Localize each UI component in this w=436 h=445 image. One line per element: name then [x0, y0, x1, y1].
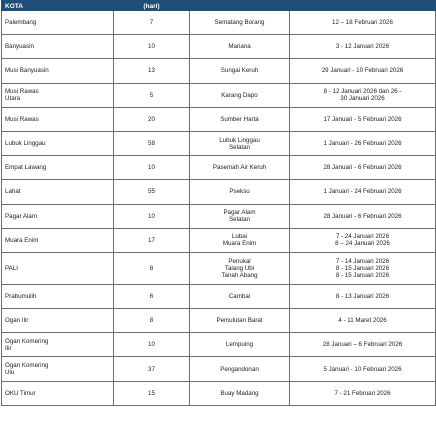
cell-tanggal [290, 11, 436, 35]
cell-lokasi-line: Pemulutan Barat [216, 317, 263, 325]
cell-kota-line: Musi Banyuasin [5, 67, 49, 75]
cell-kota [2, 333, 114, 357]
cell-lokasi-line: Pengandonan [220, 365, 259, 373]
table-row [2, 357, 436, 381]
cell-lokasi [190, 333, 290, 357]
cell-lokasi-line: Pseksu [229, 188, 250, 196]
cell-hari: 8 [114, 309, 190, 333]
cell-kota-line: Ilir [5, 344, 12, 352]
cell-lokasi [190, 11, 290, 35]
cell-hari: 13 [114, 59, 190, 83]
cell-kota [2, 204, 114, 228]
cell-kota-line: PALI [5, 264, 18, 272]
cell-hari: 10 [114, 156, 190, 180]
table-row [2, 107, 436, 131]
cell-tanggal-line: 8 - 15 Januari 2026 [335, 264, 390, 272]
cell-kota [2, 357, 114, 381]
cell-lokasi [190, 284, 290, 308]
cell-kota [2, 228, 114, 252]
cell-kota-line: Lubuk Linggau [5, 140, 46, 148]
cell-tanggal-line: 4 - 11 Maret 2026 [338, 317, 387, 325]
cell-lokasi-line: Karang Dapo [221, 91, 258, 99]
cell-tanggal-line: 7 - 24 Januari 2026 [335, 233, 390, 241]
cell-lokasi-line: Cambai [228, 292, 251, 300]
table-header [2, 1, 436, 11]
cell-tanggal-line: 8 - 12 Januari 2026 dan 26 - [323, 88, 402, 96]
table-row [2, 333, 436, 357]
schedule-table [1, 0, 436, 406]
cell-lokasi-line: Muara Enim [222, 240, 257, 248]
cell-tanggal-line: 7 - 14 Januari 2026 [335, 257, 390, 265]
cell-tanggal [290, 252, 436, 284]
cell-lokasi [190, 131, 290, 155]
cell-lokasi [190, 252, 290, 284]
cell-tanggal-line: 8 – 24 Januari 2026 [335, 240, 390, 248]
cell-lokasi [190, 180, 290, 204]
cell-kota-line: Empat Lawang [5, 164, 47, 172]
cell-lokasi-line: Lubai [231, 233, 248, 241]
cell-lokasi [190, 83, 290, 107]
table-row [2, 11, 436, 35]
cell-kota-line: Banyuasin [5, 43, 34, 51]
cell-lokasi-line: Tanah Abang [221, 271, 258, 279]
cell-lokasi [190, 35, 290, 59]
cell-tanggal-line: 8 - 13 Januari 2026 [335, 292, 390, 300]
cell-lokasi-line: Sematang Borang [214, 19, 265, 27]
table-body [2, 11, 436, 406]
table-row [2, 309, 436, 333]
cell-tanggal-line: 30 Januari 2026 [340, 95, 385, 103]
cell-kota [2, 252, 114, 284]
cell-hari: 6 [114, 284, 190, 308]
cell-tanggal [290, 107, 436, 131]
cell-lokasi [190, 107, 290, 131]
cell-kota [2, 59, 114, 83]
cell-kota [2, 131, 114, 155]
cell-kota [2, 35, 114, 59]
cell-kota-line: Muara Enim [5, 236, 39, 244]
cell-lokasi-line: Talang Ubi [224, 264, 255, 272]
cell-kota-line: Utara [5, 95, 21, 103]
cell-kota [2, 284, 114, 308]
cell-tanggal [290, 284, 436, 308]
cell-lokasi-line: Lubuk Linggau [219, 136, 260, 144]
cell-tanggal-line: 28 Januari - 6 Februari 2026 [323, 212, 402, 220]
table-row [2, 204, 436, 228]
cell-tanggal-line: 7 - 21 Februari 2026 [334, 389, 391, 397]
cell-kota [2, 11, 114, 35]
cell-hari: 20 [114, 107, 190, 131]
cell-tanggal-line: 29 Januari - 10 Februari 2026 [321, 67, 404, 75]
cell-hari: 55 [114, 180, 190, 204]
cell-lokasi-line: Buay Madang [220, 389, 259, 397]
table-row [2, 35, 436, 59]
header-kota: KOTA [2, 1, 114, 11]
cell-kota-line: Lahat [5, 188, 21, 196]
header-col4 [290, 1, 436, 11]
cell-lokasi-line: Penukal [228, 257, 251, 265]
table-row [2, 59, 436, 83]
cell-tanggal [290, 83, 436, 107]
cell-tanggal-line: 5 Januari - 10 Februari 2026 [323, 365, 402, 373]
header-hari: (hari) [114, 1, 190, 11]
cell-tanggal [290, 333, 436, 357]
table-row [2, 381, 436, 405]
cell-tanggal [290, 357, 436, 381]
table-row [2, 284, 436, 308]
cell-tanggal-line: 1 Januari - 26 Februari 2026 [323, 140, 402, 148]
cell-kota-line: Prabumulih [5, 292, 37, 300]
cell-hari: 5 [114, 83, 190, 107]
cell-kota-line: Ogan Komering [5, 362, 49, 370]
cell-lokasi-line: Mariana [228, 43, 251, 51]
cell-tanggal-line: 28 Januari – 6 Februari 2026 [322, 341, 403, 349]
cell-kota [2, 107, 114, 131]
table-row [2, 131, 436, 155]
cell-lokasi-line: Sungai Keruh [220, 67, 259, 75]
cell-lokasi-line: Pagar Alam [223, 209, 256, 217]
cell-tanggal [290, 131, 436, 155]
cell-tanggal-line: 17 Januari - 5 Februari 2026 [323, 115, 402, 123]
cell-tanggal [290, 204, 436, 228]
cell-tanggal [290, 59, 436, 83]
cell-lokasi [190, 357, 290, 381]
cell-lokasi-line: Lempuing [225, 341, 254, 349]
cell-hari: 37 [114, 357, 190, 381]
cell-lokasi [190, 228, 290, 252]
cell-hari: 10 [114, 333, 190, 357]
cell-kota-line: Ulu [5, 369, 15, 377]
cell-kota [2, 83, 114, 107]
cell-tanggal-line: 28 Januari - 6 Februari 2026 [323, 164, 402, 172]
cell-lokasi-line: Selatan [229, 216, 250, 224]
cell-lokasi [190, 59, 290, 83]
cell-tanggal-line: 8 - 15 Januari 2026 [335, 271, 390, 279]
cell-kota-line: Pagar Alam [5, 212, 37, 220]
table-row [2, 252, 436, 284]
cell-kota [2, 309, 114, 333]
cell-kota-line: Palembang [5, 19, 37, 27]
cell-hari: 8 [114, 252, 190, 284]
cell-hari: 17 [114, 228, 190, 252]
cell-lokasi [190, 309, 290, 333]
cell-kota-line: OKU Timur [5, 389, 36, 397]
cell-tanggal [290, 309, 436, 333]
table-row [2, 228, 436, 252]
cell-tanggal [290, 228, 436, 252]
cell-tanggal-line: 3 - 12 Januari 2026 [335, 43, 390, 51]
cell-kota [2, 180, 114, 204]
cell-tanggal [290, 156, 436, 180]
cell-hari: 7 [114, 11, 190, 35]
cell-kota [2, 381, 114, 405]
cell-kota-line: Musi Rawas [5, 115, 39, 123]
cell-hari: 58 [114, 131, 190, 155]
table-row [2, 83, 436, 107]
cell-tanggal-line: 1 Januari - 24 Februari 2026 [323, 188, 402, 196]
cell-kota-line: Ogan Komering [5, 337, 49, 345]
header-col3 [190, 1, 290, 11]
cell-kota-line: Ogan Ilir [5, 317, 29, 325]
table-row [2, 156, 436, 180]
cell-hari: 10 [114, 35, 190, 59]
cell-tanggal [290, 381, 436, 405]
cell-kota [2, 156, 114, 180]
cell-kota-line: Musi Rawas [5, 88, 39, 96]
table-row [2, 180, 436, 204]
cell-lokasi [190, 156, 290, 180]
cell-lokasi [190, 381, 290, 405]
cell-tanggal-line: 12 – 18 Februari 2026 [332, 19, 393, 27]
cell-tanggal [290, 35, 436, 59]
cell-lokasi-line: Sumber Harta [220, 115, 259, 123]
cell-lokasi-line: Pasemah Air Keruh [212, 164, 267, 172]
cell-hari: 15 [114, 381, 190, 405]
cell-tanggal [290, 180, 436, 204]
cell-lokasi [190, 204, 290, 228]
cell-hari: 10 [114, 204, 190, 228]
cell-lokasi-line: Selatan [229, 143, 250, 151]
